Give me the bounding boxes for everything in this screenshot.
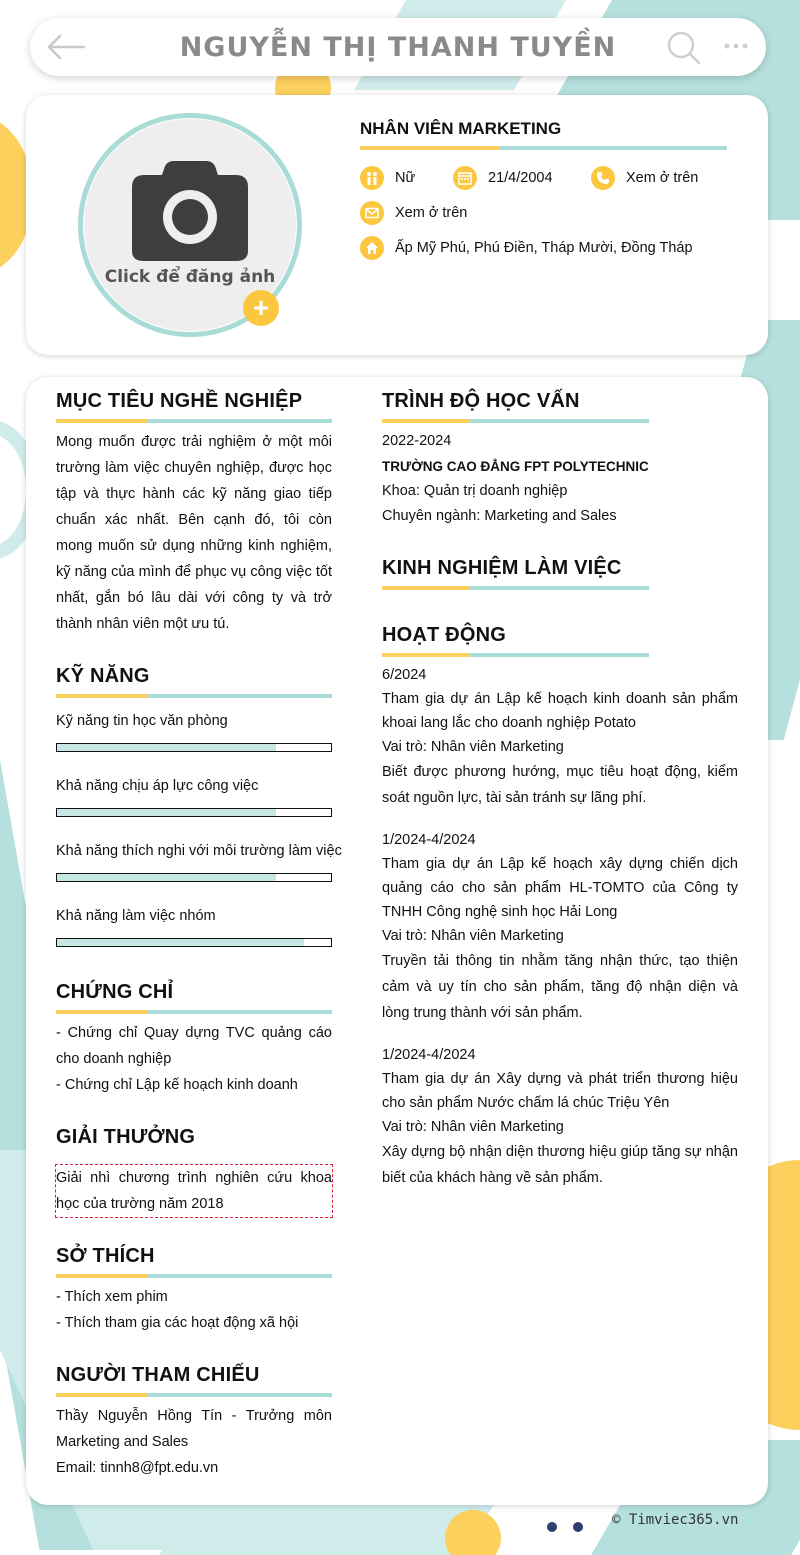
activity-item xyxy=(382,1043,738,1191)
calendar-icon xyxy=(453,166,477,190)
top-bar xyxy=(30,18,766,76)
references-title: NGƯỜI THAM CHIẾU xyxy=(56,1364,260,1386)
references-underline xyxy=(56,1393,332,1397)
activity-role: Vai trò: Nhân viên Marketing xyxy=(382,928,564,944)
back-arrow-icon[interactable] xyxy=(46,32,86,62)
activity-description: Tham gia dự án Lập kế hoạch kinh doanh sản phẩm khoai lang lắc cho doanh nghiệp Potato xyxy=(382,691,738,731)
birthday-info xyxy=(453,166,553,190)
address-value: Ấp Mỹ Phú, Phú Điền, Tháp Mười, Đồng Tháp xyxy=(395,240,693,256)
skill-bar xyxy=(56,743,332,752)
activity-result: Biết được phương hướng, mục tiêu hoạt động, kiểm soát nguồn lực, tài sản tránh sự lãng phí. xyxy=(382,764,738,806)
plus-icon: + xyxy=(252,292,270,323)
references-text xyxy=(56,1403,332,1481)
phone-value: Xem ở trên xyxy=(626,170,699,186)
skill-bar xyxy=(56,808,332,817)
education-title: TRÌNH ĐỘ HỌC VẤN xyxy=(382,390,580,412)
activity-description: Tham gia dự án Xây dựng và phát triển thương hiệu cho sản phẩm Nước chấm lá chúc Triệu Yên xyxy=(382,1071,738,1111)
education-period: 2022-2024 xyxy=(382,433,452,449)
reference-email: Email: tinnh8@fpt.edu.vn xyxy=(56,1460,219,1476)
title-underline xyxy=(360,146,727,150)
home-icon xyxy=(360,236,384,260)
email-value: Xem ở trên xyxy=(395,205,468,221)
job-title: NHÂN VIÊN MARKETING xyxy=(360,119,562,138)
certificates-underline xyxy=(56,1010,332,1014)
education-details xyxy=(382,429,738,529)
skills-underline xyxy=(56,694,332,698)
footer-brand: © Timviec365.vn xyxy=(612,1512,739,1528)
decorative-dot xyxy=(547,1522,557,1532)
decorative-dot xyxy=(573,1522,583,1532)
objective-underline xyxy=(56,419,332,423)
activity-result: Xây dựng bộ nhận diện thương hiệu giúp tăng sự nhận biết của khách hàng về sản phẩm. xyxy=(382,1144,738,1186)
more-options-icon[interactable] xyxy=(722,36,750,56)
skill-label: Khả năng chịu áp lực công việc xyxy=(56,778,259,794)
skill-label: Khả năng thích nghi với môi trường làm việc xyxy=(56,843,342,859)
awards-title: GIẢI THƯỞNG xyxy=(56,1126,196,1148)
skill-bar xyxy=(56,873,332,882)
experience-title: KINH NGHIỆM LÀM VIỆC xyxy=(382,557,622,579)
faculty: Khoa: Quản trị doanh nghiệp xyxy=(382,483,568,499)
activity-item xyxy=(382,828,738,1026)
skill-bar-fill xyxy=(57,939,304,946)
certificate-item: - Chứng chỉ Lập kế hoạch kinh doanh xyxy=(56,1077,298,1093)
education-underline xyxy=(382,419,649,423)
activity-date: 1/2024-4/2024 xyxy=(382,832,476,848)
activity-role: Vai trò: Nhân viên Marketing xyxy=(382,1119,564,1135)
gender-value: Nữ xyxy=(395,170,416,186)
major: Chuyên ngành: Marketing and Sales xyxy=(382,508,617,524)
hobbies-title: SỞ THÍCH xyxy=(56,1245,155,1267)
activity-date: 1/2024-4/2024 xyxy=(382,1047,476,1063)
experience-underline xyxy=(382,586,649,590)
activity-role: Vai trò: Nhân viên Marketing xyxy=(382,739,564,755)
birthday-value: 21/4/2004 xyxy=(488,170,553,186)
skills-title: KỸ NĂNG xyxy=(56,665,150,687)
hobby-item: - Thích tham gia các hoạt động xã hội xyxy=(56,1315,299,1331)
add-photo-button[interactable] xyxy=(243,290,279,326)
objective-text: Mong muốn được trải nghiệm ở một môi trường làm việc chuyên nghiệp, được học tập và thực hành các kỹ năng giao tiếp chuẩn xác nhất. Bên cạnh đó, tôi còn mong muốn sử dụng những kinh nghiệm, kỹ năng của mình để phục vụ công việc tốt nhất, gắn bó lâu dài với công ty và trở thành nhân viên một ưu tú. xyxy=(56,434,332,632)
email-icon xyxy=(360,201,384,225)
photo-upload-label: Click để đăng ảnh xyxy=(104,267,276,287)
search-icon[interactable] xyxy=(666,30,702,66)
certificate-item: - Chứng chỉ Quay dựng TVC quảng cáo cho doanh nghiệp xyxy=(56,1025,332,1067)
gender-icon xyxy=(360,166,384,190)
skill-bar-fill xyxy=(57,809,276,816)
activity-result: Truyền tải thông tin nhằm tăng nhận thức, tạo thiện cảm và uy tín cho sản phẩm, tăng độ nhận diện và lòng trung thành với sản phẩm. xyxy=(382,953,738,1021)
profile-card xyxy=(26,95,768,355)
camera-icon xyxy=(130,157,250,263)
activities-title: HOẠT ĐỘNG xyxy=(382,624,507,646)
address-info xyxy=(360,236,693,260)
activity-date: 6/2024 xyxy=(382,667,427,683)
activity-item xyxy=(382,663,738,811)
resume-body-card xyxy=(26,377,768,1505)
school-name: TRƯỜNG CAO ĐẲNG FPT POLYTECHNIC xyxy=(382,459,649,474)
phone-info xyxy=(591,166,698,190)
hobbies-list xyxy=(56,1284,332,1336)
email-info xyxy=(360,201,467,225)
reference-person: Thầy Nguyễn Hồng Tín - Trưởng môn Marketing and Sales xyxy=(56,1408,332,1450)
hobbies-underline xyxy=(56,1274,332,1278)
hobby-item: - Thích xem phim xyxy=(56,1289,168,1305)
skill-bar-fill xyxy=(57,744,276,751)
skill-label: Kỹ năng tin học văn phòng xyxy=(56,713,228,729)
activities-underline xyxy=(382,653,649,657)
page-title: NGUYỄN THỊ THANH TUYỀN xyxy=(179,31,617,63)
certificates-list xyxy=(56,1020,332,1098)
skill-label: Khả năng làm việc nhóm xyxy=(56,908,216,924)
award-text: Giải nhì chương trình nghiên cứu khoa học của trường năm 2018 xyxy=(56,1170,332,1212)
certificates-title: CHỨNG CHỈ xyxy=(56,981,174,1003)
phone-icon xyxy=(591,166,615,190)
objective-title: MỤC TIÊU NGHỀ NGHIỆP xyxy=(56,390,303,412)
gender-info xyxy=(360,166,415,190)
skill-bar xyxy=(56,938,332,947)
skill-bar-fill xyxy=(57,874,276,881)
activity-description: Tham gia dự án Lập kế hoạch xây dựng chiến dịch quảng cáo cho sản phẩm HL-TOMTO của Công ty TNHH Công nghệ sinh học Hải Long xyxy=(382,856,738,920)
